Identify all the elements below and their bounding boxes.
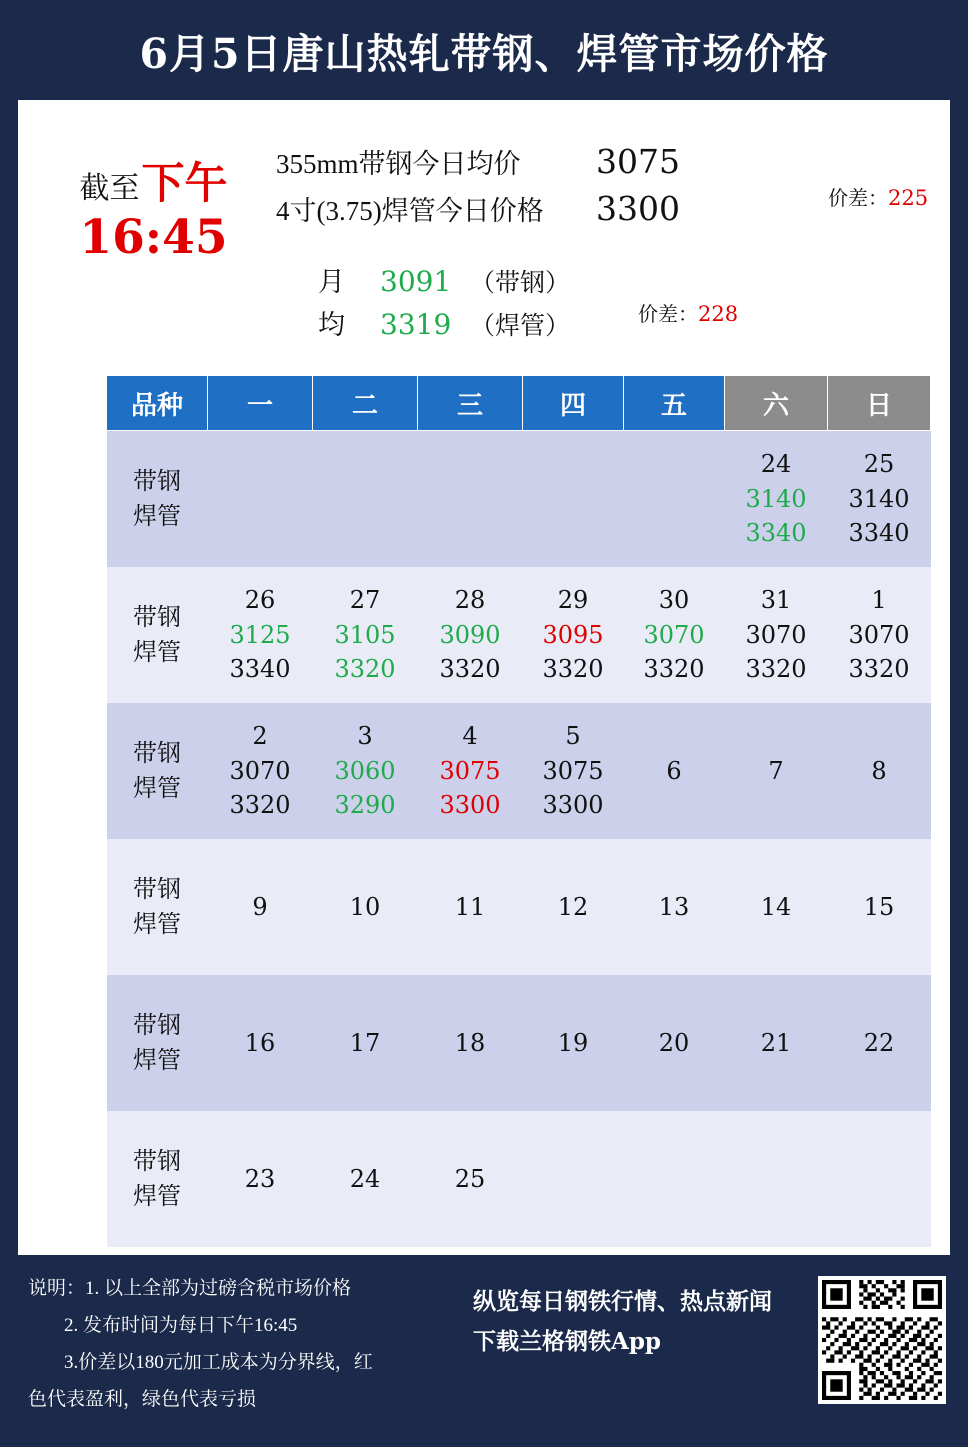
monthly-average-pipe (318, 303, 570, 342)
cell-day-number: 28 (454, 585, 486, 614)
cell-pipe-price: 3300 (439, 791, 501, 820)
cell-day-number: 24 (349, 1164, 381, 1193)
kind-strip-label: 带钢 (133, 739, 181, 768)
calendar-cell (624, 839, 725, 975)
cell-day-number: 10 (349, 892, 381, 921)
cell-strip-price: 3070 (229, 756, 291, 785)
column-header-sun: 日 (828, 376, 931, 431)
price-diff-today-label: 价差： (828, 188, 888, 210)
cell-day-number: 15 (863, 892, 895, 921)
cell-strip-price: 3075 (439, 756, 501, 785)
cell-pipe-price: 3320 (745, 655, 807, 684)
calendar-cell (313, 703, 418, 839)
calendar-cell (418, 703, 523, 839)
cell-day-number: 2 (252, 721, 268, 750)
monthly-average-pipe-value: 3319 (380, 308, 452, 341)
calendar-cell (313, 1111, 418, 1247)
price-diff-monthly-value: 228 (698, 302, 739, 326)
footer-note-1: 说明：1. 以上全部为过磅含税市场价格 (28, 1278, 352, 1299)
cell-strip-price: 3060 (334, 756, 396, 785)
calendar-cell (208, 839, 313, 975)
cutoff-block (46, 159, 261, 266)
calendar-cell (523, 431, 624, 568)
kind-pipe-label: 焊管 (133, 1182, 181, 1210)
cell-day-number: 8 (871, 756, 887, 785)
calendar-cell (208, 431, 313, 568)
column-header-mon: 一 (208, 376, 313, 431)
cell-day-number: 16 (244, 1028, 276, 1057)
price-diff-monthly (638, 298, 738, 327)
cell-day-number: 20 (658, 1028, 690, 1057)
column-header-sat: 六 (725, 376, 828, 431)
cell-strip-price: 3070 (848, 620, 910, 649)
calendar-cell (208, 975, 313, 1111)
calendar-table (106, 375, 931, 1247)
footer-promo-line-2: 下载兰格钢铁App (473, 1328, 662, 1356)
cell-day-number: 24 (760, 449, 792, 478)
row-kind-label (107, 431, 208, 568)
cell-pipe-price: 3320 (848, 655, 910, 684)
cell-day-number: 11 (454, 892, 486, 921)
cell-day-number: 1 (871, 585, 887, 614)
column-header-fri: 五 (624, 376, 725, 431)
cell-day-number: 13 (658, 892, 690, 921)
cell-day-number: 27 (349, 585, 381, 614)
cutoff-period: 下午 (141, 159, 228, 209)
price-row-pipe (276, 189, 836, 228)
cell-pipe-price: 3300 (542, 791, 604, 820)
cell-day-number: 25 (863, 449, 895, 478)
cell-day-number: 26 (244, 585, 276, 614)
kind-pipe-label: 焊管 (133, 774, 181, 802)
cell-strip-price: 3070 (745, 620, 807, 649)
monthly-average-strip-suffix: （带钢） (470, 270, 571, 297)
column-header-kind: 品种 (107, 376, 208, 431)
calendar-cell (725, 839, 828, 975)
calendar-cell (418, 431, 523, 568)
cell-day-number: 4 (462, 721, 478, 750)
calendar-cell (208, 1111, 313, 1247)
cutoff-prefix: 截至 (79, 172, 140, 205)
calendar-cell (828, 975, 931, 1111)
calendar-cell (523, 567, 624, 703)
calendar-cell (828, 703, 931, 839)
calendar-cell (624, 567, 725, 703)
cell-day-number: 6 (666, 756, 682, 785)
calendar-cell (313, 975, 418, 1111)
price-diff-today-value: 225 (888, 186, 929, 210)
monthly-average-pipe-suffix: （焊管） (470, 313, 571, 340)
cell-pipe-price: 3340 (848, 519, 910, 548)
footer-promo-line-1: 纵览每日钢铁行情、热点新闻 (473, 1288, 772, 1315)
kind-strip-label: 带钢 (133, 467, 181, 496)
cell-pipe-price: 3320 (542, 655, 604, 684)
cell-pipe-price: 3320 (334, 655, 396, 684)
calendar-cell (418, 975, 523, 1111)
footer-promo (473, 1282, 772, 1363)
cell-pipe-price: 3340 (229, 655, 291, 684)
cell-day-number: 21 (760, 1028, 792, 1057)
price-row-strip (276, 142, 836, 181)
cell-pipe-price: 3290 (334, 791, 396, 820)
calendar-cell (725, 431, 828, 568)
cell-pipe-price: 3320 (643, 655, 705, 684)
calendar-cell (418, 567, 523, 703)
calendar-cell (208, 703, 313, 839)
cell-day-number: 29 (557, 585, 589, 614)
calendar-cell (725, 1111, 828, 1247)
price-diff-monthly-label: 价差： (638, 304, 698, 326)
cell-day-number: 23 (244, 1164, 276, 1193)
cell-strip-price: 3125 (229, 620, 291, 649)
cell-day-number: 9 (252, 892, 268, 921)
calendar-cell (523, 703, 624, 839)
row-kind-label (107, 1111, 208, 1247)
monthly-average-block (318, 260, 570, 346)
cell-day-number: 25 (454, 1164, 486, 1193)
cell-day-number: 22 (863, 1028, 895, 1057)
price-row-strip-label: 355mm带钢今日均价 (276, 149, 521, 179)
table-row (107, 431, 931, 568)
table-row (107, 703, 931, 839)
qr-code-svg (822, 1280, 942, 1400)
column-header-thu: 四 (523, 376, 624, 431)
kind-strip-label: 带钢 (133, 1147, 181, 1176)
price-row-strip-value: 3075 (596, 142, 680, 181)
cutoff-line (46, 159, 261, 209)
calendar-body (107, 431, 931, 1248)
cell-day-number: 5 (565, 721, 581, 750)
row-kind-label (107, 703, 208, 839)
calendar-header-row (107, 376, 931, 431)
cell-day-number: 7 (768, 756, 784, 785)
calendar-cell (624, 431, 725, 568)
row-kind-label (107, 839, 208, 975)
calendar-cell (828, 431, 931, 568)
qr-code-icon[interactable] (818, 1276, 946, 1404)
cell-pipe-price: 3320 (439, 655, 501, 684)
cell-strip-price: 3095 (542, 620, 604, 649)
kind-strip-label: 带钢 (133, 1011, 181, 1040)
monthly-average-char-1: 月 (318, 267, 345, 297)
footer (18, 1262, 950, 1437)
footer-note-3: 3.价差以180元加工成本为分界线，红 (64, 1352, 373, 1374)
cell-pipe-price: 3340 (745, 519, 807, 548)
cell-pipe-price: 3320 (229, 791, 291, 820)
cell-day-number: 30 (658, 585, 690, 614)
price-rows (276, 142, 836, 236)
calendar-cell (418, 839, 523, 975)
cell-strip-price: 3140 (848, 484, 910, 513)
cell-day-number: 19 (557, 1028, 589, 1057)
kind-pipe-label: 焊管 (133, 502, 181, 530)
column-header-wed: 三 (418, 376, 523, 431)
monthly-average-strip-value: 3091 (380, 265, 452, 298)
calendar-cell (313, 839, 418, 975)
kind-strip-label: 带钢 (133, 875, 181, 904)
calendar-cell (725, 703, 828, 839)
calendar-cell (828, 839, 931, 975)
kind-pipe-label: 焊管 (133, 638, 181, 666)
calendar-cell (624, 975, 725, 1111)
calendar-cell (828, 567, 931, 703)
monthly-average-char-2: 均 (318, 310, 345, 340)
table-row (107, 567, 931, 703)
price-row-pipe-label: 4寸(3.75)焊管今日价格 (276, 196, 544, 226)
calendar-cell (523, 975, 624, 1111)
price-diff-today (828, 182, 928, 211)
monthly-average-strip (318, 260, 570, 299)
column-header-tue: 二 (313, 376, 418, 431)
calendar-cell (624, 703, 725, 839)
cell-strip-price: 3070 (643, 620, 705, 649)
footer-note-2: 2. 发布时间为每日下午16:45 (64, 1315, 298, 1337)
calendar-cell (313, 567, 418, 703)
row-kind-label (107, 567, 208, 703)
calendar-cell (418, 1111, 523, 1247)
calendar-cell (313, 431, 418, 568)
cell-day-number: 18 (454, 1028, 486, 1057)
row-kind-label (107, 975, 208, 1111)
page-title (0, 0, 968, 100)
calendar-cell (208, 567, 313, 703)
summary-section (18, 100, 950, 362)
calendar-table-wrap (106, 375, 910, 1247)
content-card (18, 100, 950, 1255)
table-row (107, 839, 931, 975)
footer-notes (28, 1270, 458, 1418)
calendar-cell (725, 567, 828, 703)
calendar-cell (523, 839, 624, 975)
cell-strip-price: 3105 (334, 620, 396, 649)
cell-strip-price: 3140 (745, 484, 807, 513)
cell-strip-price: 3090 (439, 620, 501, 649)
calendar-cell (523, 1111, 624, 1247)
cell-day-number: 14 (760, 892, 792, 921)
calendar-cell (828, 1111, 931, 1247)
cell-day-number: 17 (349, 1028, 381, 1057)
table-row (107, 975, 931, 1111)
calendar-cell (624, 1111, 725, 1247)
cell-day-number: 31 (760, 585, 792, 614)
price-row-pipe-value: 3300 (596, 189, 680, 228)
page-title-text: 6月5日唐山热轧带钢、焊管市场价格 (139, 29, 829, 78)
calendar-cell (725, 975, 828, 1111)
kind-strip-label: 带钢 (133, 603, 181, 632)
kind-pipe-label: 焊管 (133, 910, 181, 938)
kind-pipe-label: 焊管 (133, 1046, 181, 1074)
table-row (107, 1111, 931, 1247)
cell-day-number: 12 (557, 892, 589, 921)
cell-day-number: 3 (357, 721, 373, 750)
cutoff-time: 16:45 (79, 210, 228, 266)
cell-strip-price: 3075 (542, 756, 604, 785)
footer-note-4: 色代表盈利，绿色代表亏损 (28, 1389, 257, 1411)
